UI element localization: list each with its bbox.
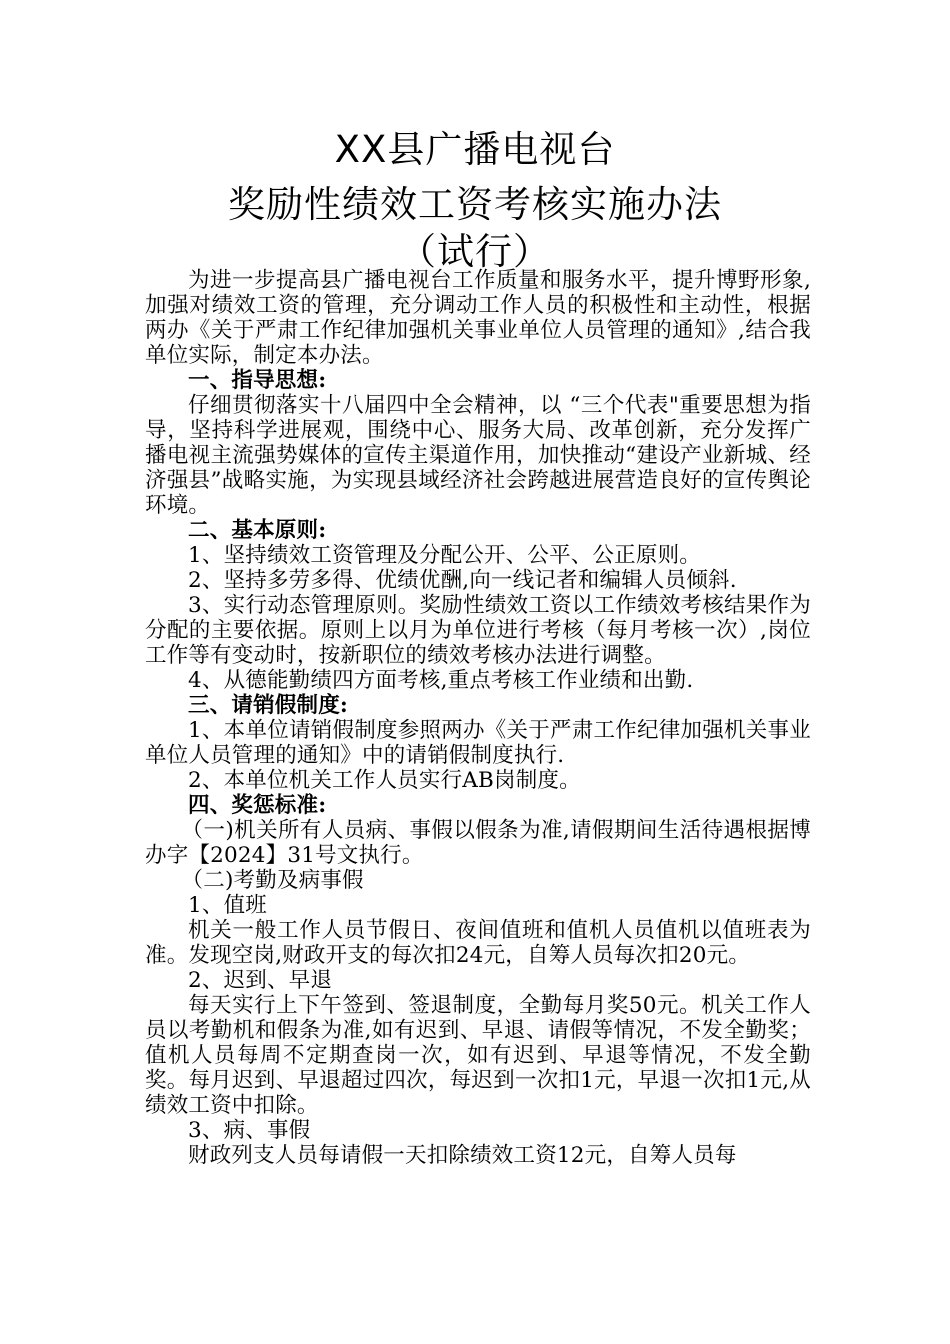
paragraph: 仔细贯彻落实十八届四中全会精神，以 “三个代表"重要思想为指导，坚持科学进展观，围绕中心、服务大局、改革创新，充分发挥广播电视主流强势媒体的宣传主渠道作用，加快推动“建设产业新城、经济强县”战略实施，为实现县域经济社会跨越进展营造良好的宣传舆论环境。 — [145, 393, 811, 518]
paragraph: 财政列支人员每请假一天扣除绩效工资12元，自筹人员每 — [188, 1143, 737, 1168]
section-heading: 三、请销假制度: — [188, 693, 349, 718]
section-heading: 一、指导思想: — [188, 368, 327, 393]
sub-item: （一)机关所有人员病、事假以假条为准,请假期间生活待遇根据博办字【2024】31号文执行。 — [145, 818, 811, 868]
sub-heading: 3、病、事假 — [188, 1118, 311, 1143]
document-title-line3: （试行） — [399, 230, 551, 273]
sub-heading: （二)考勤及病事假 — [181, 868, 364, 893]
document-body — [145, 268, 811, 1168]
list-item: 2、坚持多劳多得、优绩优酬,向一线记者和编辑人员倾斜. — [188, 568, 737, 593]
list-item: 1、本单位请销假制度参照两办《关于严肃工作纪律加强机关事业单位人员管理的通知》中的请销假制度执行. — [145, 718, 811, 768]
sub-heading: 1、值班 — [188, 893, 267, 918]
sub-heading: 2、迟到、早退 — [188, 968, 333, 993]
section-heading: 四、奖惩标准: — [188, 793, 327, 818]
document-title-line2: 奖励性绩效工资考核实施办法 — [228, 183, 722, 226]
list-item: 3、实行动态管理原则。奖励性绩效工资以工作绩效考核结果作为分配的主要依据。原则上以月为单位进行考核（每月考核一次）,岗位工作等有变动时，按新职位的绩效考核办法进行调整。 — [145, 593, 811, 668]
list-item: 2、本单位机关工作人员实行AB岗制度。 — [188, 768, 581, 793]
paragraph: 机关一般工作人员节假日、夜间值班和值机人员值机以值班表为准。发现空岗,财政开支的每次扣24元，自筹人员每次扣20元。 — [145, 918, 811, 968]
list-item: 1、坚持绩效工资管理及分配公开、公平、公正原则。 — [188, 543, 701, 568]
section-heading: 二、基本原则: — [188, 518, 327, 543]
list-item: 4、从德能勤绩四方面考核,重点考核工作业绩和出勤. — [188, 668, 694, 693]
intro-paragraph: 为进一步提高县广播电视台工作质量和服务水平，提升博野形象,加强对绩效工资的管理，充分调动工作人员的积极性和主动性，根据两办《关于严肃工作纪律加强机关事业单位人员管理的通知》,结合我单位实际，制定本办法。 — [145, 268, 811, 368]
paragraph: 每天实行上下午签到、签退制度，全勤每月奖50元。机关工作人员以考勤机和假条为准,如有迟到、早退、请假等情况，不发全勤奖；值机人员每周不定期查岗一次，如有迟到、早退等情况，不发全勤奖。每月迟到、早退超过四次，每迟到一次扣1元，早退一次扣1元,从绩效工资中扣除。 — [145, 993, 811, 1118]
document-title-line1: XX县广播电视台 — [334, 128, 616, 171]
